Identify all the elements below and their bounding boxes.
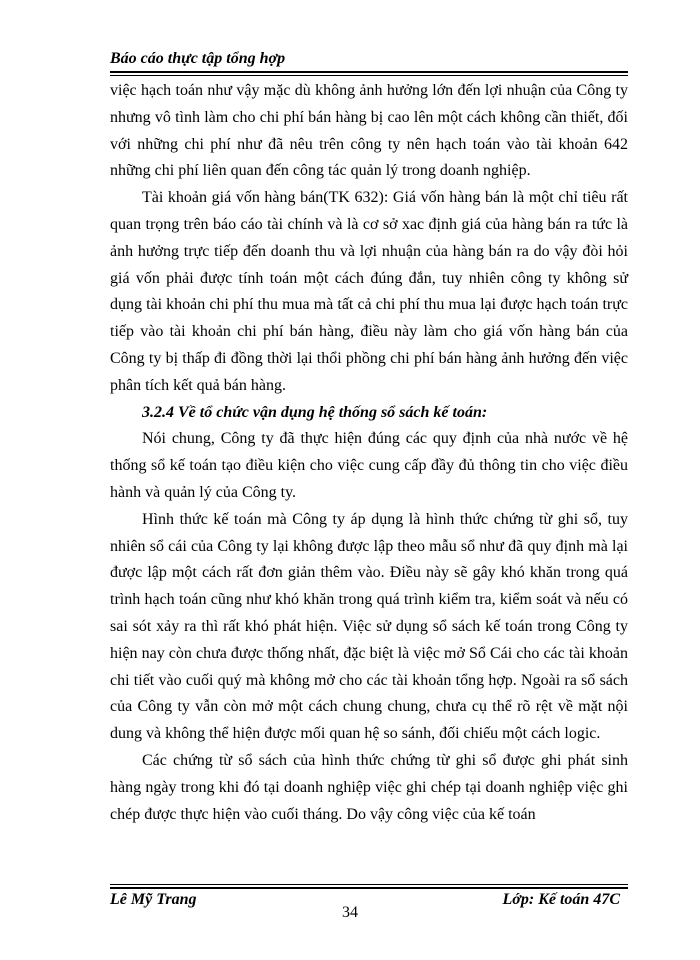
paragraph-3: Nói chung, Công ty đã thực hiện đúng các quy định của nhà nước về hệ thống sổ kế toán tạo điều kiện cho việc cung cấp đầy đủ thông tin cho việc điều hành và quản lý của Công ty. (110, 430, 628, 501)
footer-rule (110, 884, 628, 889)
header-rule (110, 71, 628, 76)
footer-author: Lê Mỹ Trang (110, 891, 197, 908)
page-number: 34 (342, 904, 358, 921)
paragraph-2: Tài khoản giá vốn hàng bán(TK 632): Giá vốn hàng bán là một chỉ tiêu rất quan trọng trên báo cáo tài chính và là cơ sở xac định giá của hàng bán ra tức là ảnh hưởng trực tiếp đến doanh thu và lợi nhuận của hàng bán ra do vậy đòi hỏi giá vốn phải được tính toán một cách đúng đắn, tuy nhiên công ty không sử dụng tài khoản chi phí thu mua mà tất cả chi phí thu mua lại được hạch toán trực tiếp vào tài khoản chi phí bán hàng, điều này làm cho giá vốn hàng bán của Công ty bị thấp đi đồng thời lại thổi phồng chi phí bán hàng ảnh hưởng đến việc phân tích kết quả bán hàng. (110, 189, 628, 394)
footer-class: Lớp: Kế toán 47C (502, 891, 620, 908)
paragraph-1: việc hạch toán như vậy mặc dù không ảnh hưởng lớn đến lợi nhuận của Công ty nhưng vô tình làm cho chi phí bán hàng bị cao lên một cách không cần thiết, đối với những chi phí như đã nêu trên công ty nên hạch toán vào tài khoản 642 những chi phí liên quan đến công tác quản lý trong doanh nghiệp. (110, 82, 628, 180)
header-title: Báo cáo thực tập tổng hợp (110, 50, 286, 67)
section-heading: 3.2.4 Về tổ chức vận dụng hệ thống sổ sách kế toán: (142, 403, 488, 421)
paragraph-4: Hình thức kế toán mà Công ty áp dụng là hình thức chứng từ ghi sổ, tuy nhiên sổ cái của Công ty lại không được lập theo mẫu sổ như đã quy định mà lại được lập một cách rất đơn giản thêm vào. Điều này sẽ gây khó khăn trong quá trình hạch toán cũng như khó khăn trong quá trình kiểm tra, kiểm soát và nếu có sai sót xảy ra thì rất khó phát hiện. Việc sử dụng sổ sách kế toán trong Công ty hiện nay còn chưa được thống nhất, đặc biệt là việc mở Sổ Cái cho các tài khoản chi tiết vào cuối quý mà không mở cho các tài khoản tổng hợp. Ngoài ra sổ sách của Công ty vẫn còn mở một cách chung chung, chưa cụ thể rõ rệt về mặt nội dung và không thể hiện được mối quan hệ so sánh, đối chiếu một cách logic. (110, 510, 628, 743)
document-body (110, 78, 628, 828)
paragraph-5: Các chứng từ sổ sách của hình thức chứng từ ghi sổ được ghi phát sinh hàng ngày trong khi đó tại doanh nghiệp việc ghi chép tại doanh nghiệp việc ghi chép được thực hiện vào cuối tháng. Do vậy công việc của kế toán (110, 751, 628, 823)
